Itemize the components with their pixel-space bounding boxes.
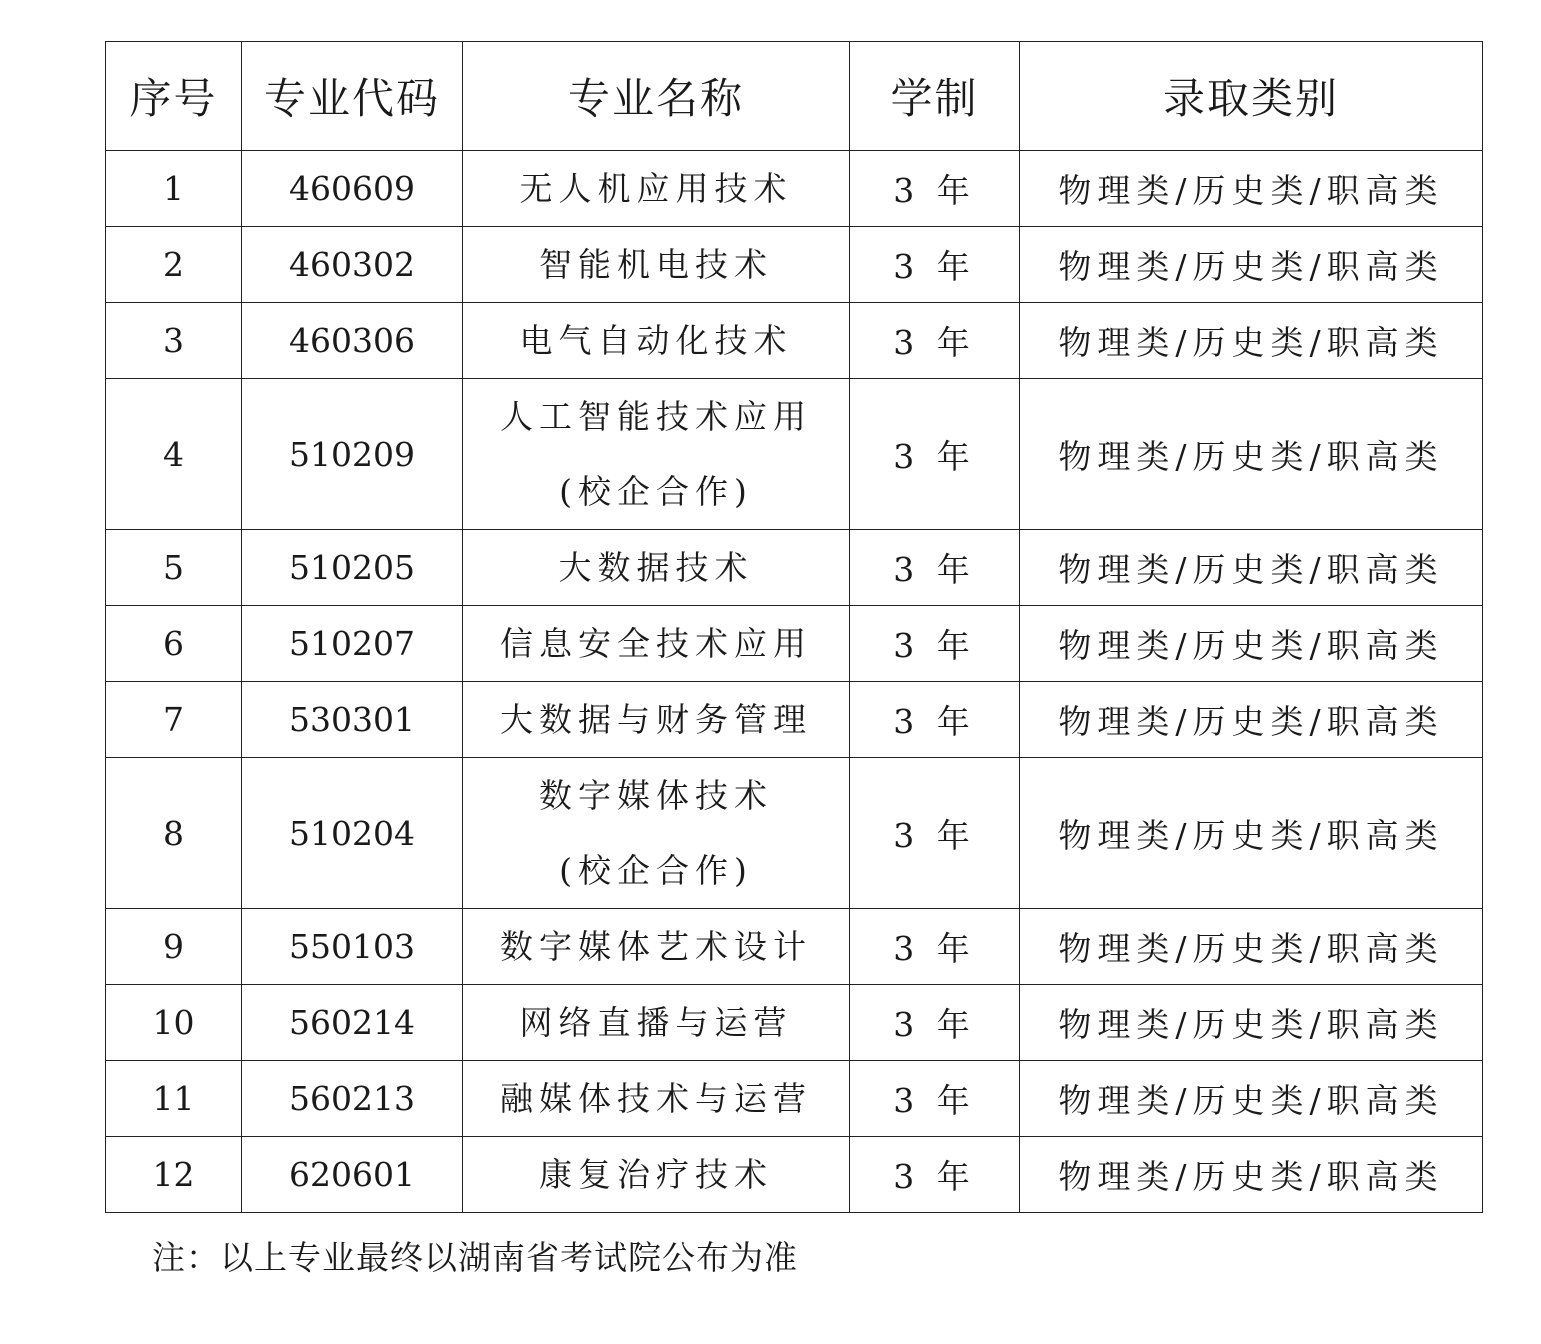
row-index: 1 <box>106 151 242 227</box>
header-name: 专业名称 <box>463 42 850 151</box>
row-index: 12 <box>106 1137 242 1213</box>
row-code: 510205 <box>242 530 463 606</box>
table-row <box>106 758 1483 909</box>
header-index: 序号 <box>106 42 242 151</box>
row-name-line: 智能机电技术 <box>539 245 773 284</box>
row-name <box>463 606 850 682</box>
row-name-line: 数字媒体艺术设计 <box>500 927 812 966</box>
row-name-line: 网络直播与运营 <box>519 1003 793 1042</box>
table-body <box>106 151 1483 1213</box>
row-category: 物理类/历史类/职高类 <box>1020 303 1483 379</box>
row-name-line: 无人机应用技术 <box>519 169 793 208</box>
row-index: 2 <box>106 227 242 303</box>
row-name-line: 数字媒体技术 <box>539 776 773 815</box>
row-category: 物理类/历史类/职高类 <box>1020 227 1483 303</box>
table-row <box>106 379 1483 530</box>
row-name-line: 电气自动化技术 <box>519 321 793 360</box>
table-row <box>106 909 1483 985</box>
row-code: 460306 <box>242 303 463 379</box>
row-name <box>463 1137 850 1213</box>
row-name-line: 大数据技术 <box>558 548 754 587</box>
row-code: 510209 <box>242 379 463 530</box>
footnote: 注：以上专业最终以湖南省考试院公布为准 <box>152 1238 798 1277</box>
row-index: 5 <box>106 530 242 606</box>
row-category: 物理类/历史类/职高类 <box>1020 1137 1483 1213</box>
table-row <box>106 1137 1483 1213</box>
row-name <box>463 227 850 303</box>
row-index: 6 <box>106 606 242 682</box>
row-category: 物理类/历史类/职高类 <box>1020 985 1483 1061</box>
row-name <box>463 985 850 1061</box>
row-index: 8 <box>106 758 242 909</box>
row-duration: 3 年 <box>850 379 1020 530</box>
row-index: 4 <box>106 379 242 530</box>
row-index: 10 <box>106 985 242 1061</box>
row-duration: 3 年 <box>850 758 1020 909</box>
row-category: 物理类/历史类/职高类 <box>1020 1061 1483 1137</box>
row-category: 物理类/历史类/职高类 <box>1020 151 1483 227</box>
row-category: 物理类/历史类/职高类 <box>1020 758 1483 909</box>
row-duration: 3 年 <box>850 530 1020 606</box>
header-category: 录取类别 <box>1020 42 1483 151</box>
row-name <box>463 530 850 606</box>
row-index: 9 <box>106 909 242 985</box>
row-name-line: (校企合作) <box>559 472 753 511</box>
row-category: 物理类/历史类/职高类 <box>1020 909 1483 985</box>
row-code: 620601 <box>242 1137 463 1213</box>
table-row <box>106 530 1483 606</box>
row-index: 7 <box>106 682 242 758</box>
row-name <box>463 682 850 758</box>
row-duration: 3 年 <box>850 303 1020 379</box>
header-code: 专业代码 <box>242 42 463 151</box>
row-duration: 3 年 <box>850 1137 1020 1213</box>
row-duration: 3 年 <box>850 985 1020 1061</box>
row-name-line: 康复治疗技术 <box>539 1155 773 1194</box>
row-name-line: 人工智能技术应用 <box>500 397 812 436</box>
row-name-line: 信息安全技术应用 <box>500 624 812 663</box>
row-name <box>463 758 850 909</box>
table-row <box>106 682 1483 758</box>
row-duration: 3 年 <box>850 682 1020 758</box>
row-code: 460302 <box>242 227 463 303</box>
table-header-row <box>106 42 1483 151</box>
row-code: 560214 <box>242 985 463 1061</box>
row-index: 3 <box>106 303 242 379</box>
row-code: 560213 <box>242 1061 463 1137</box>
row-name-line: 融媒体技术与运营 <box>500 1079 812 1118</box>
table-row <box>106 303 1483 379</box>
row-code: 510207 <box>242 606 463 682</box>
row-code: 530301 <box>242 682 463 758</box>
row-name <box>463 151 850 227</box>
row-code: 550103 <box>242 909 463 985</box>
row-category: 物理类/历史类/职高类 <box>1020 379 1483 530</box>
row-name-line: 大数据与财务管理 <box>500 700 812 739</box>
row-name <box>463 379 850 530</box>
row-category: 物理类/历史类/职高类 <box>1020 682 1483 758</box>
header-duration: 学制 <box>850 42 1020 151</box>
row-duration: 3 年 <box>850 606 1020 682</box>
row-name-line: (校企合作) <box>559 851 753 890</box>
table-row <box>106 151 1483 227</box>
major-table <box>105 41 1483 1213</box>
row-name <box>463 909 850 985</box>
row-name <box>463 303 850 379</box>
row-duration: 3 年 <box>850 151 1020 227</box>
row-index: 11 <box>106 1061 242 1137</box>
table-row <box>106 606 1483 682</box>
row-code: 460609 <box>242 151 463 227</box>
row-duration: 3 年 <box>850 1061 1020 1137</box>
table-row <box>106 227 1483 303</box>
row-duration: 3 年 <box>850 227 1020 303</box>
row-name <box>463 1061 850 1137</box>
row-code: 510204 <box>242 758 463 909</box>
row-category: 物理类/历史类/职高类 <box>1020 530 1483 606</box>
row-category: 物理类/历史类/职高类 <box>1020 606 1483 682</box>
table-row <box>106 985 1483 1061</box>
table-row <box>106 1061 1483 1137</box>
row-duration: 3 年 <box>850 909 1020 985</box>
